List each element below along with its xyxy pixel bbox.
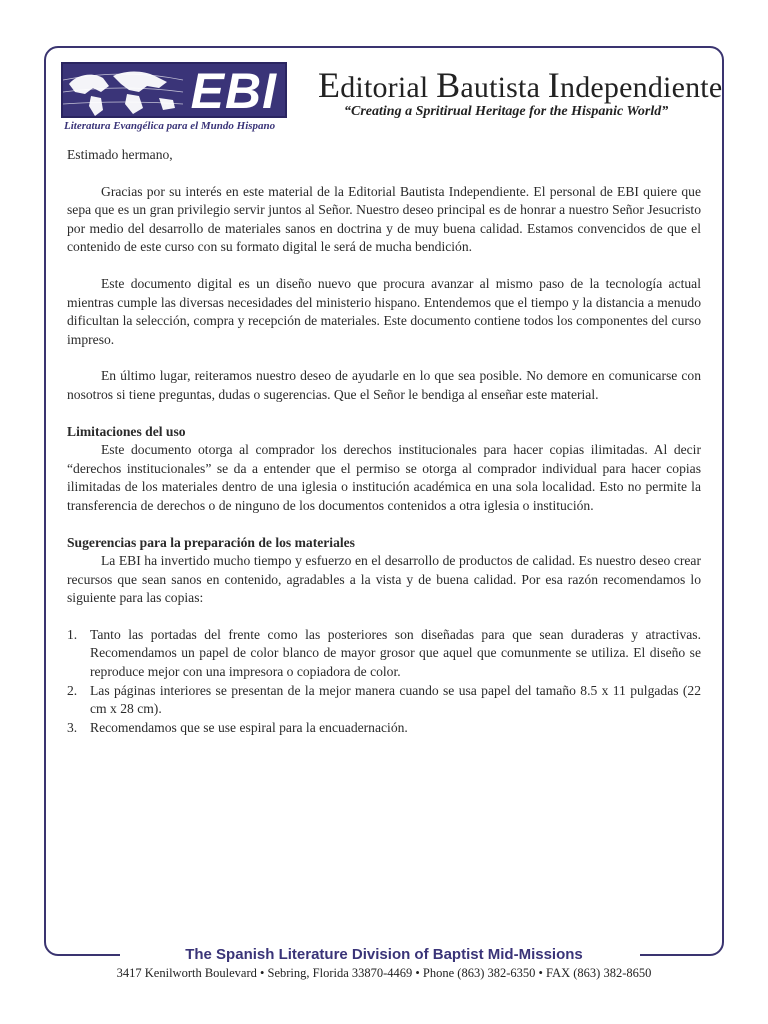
- list-item: [67, 626, 701, 682]
- suggestions-text: La EBI ha invertido mucho tiempo y esfuerzo en el desarrollo de productos de calidad. Es nuestro deseo crear recursos que sean sanos en contenido, agradables a la vista y de buena calidad. Por esa razón recomendamos lo siguiente para las copias:: [67, 553, 701, 606]
- paragraph-2: Este documento digital es un diseño nuevo que procura avanzar al mismo paso de la tecnología actual mientras cumple las diversas necesidades del ministerio hispano. Entendemos que el tiempo y la distancia a menudo dificultan la selección, compra y recepción de materiales. Este documento contiene todos los componentes del curso impreso.: [67, 275, 701, 347]
- org-initial-e: E: [318, 65, 341, 105]
- org-initial-i: I: [547, 65, 560, 105]
- list-item-text: Las páginas interiores se presentan de la mejor manera cuando se usa papel del tamaño 8.5 x 11 pulgadas (22 cm x 28 cm).: [90, 682, 701, 717]
- footer-address: 3417 Kenilworth Boulevard • Sebring, Florida 33870-4469 • Phone (863) 382-6350 • FAX (863) 382-8650: [116, 966, 652, 980]
- org-initial-b: B: [436, 65, 461, 105]
- list-number: 1.: [67, 626, 78, 642]
- logo-tagline: Literatura Evangélica para el Mundo Hispano: [64, 120, 276, 132]
- org-name-part-2: autista: [460, 71, 548, 104]
- list-item: [67, 719, 701, 738]
- list-number: 3.: [67, 719, 78, 735]
- paragraph-3: En último lugar, reiteramos nuestro deseo de ayudarle en lo que sea posible. No demore en comunicarse con nosotros si tiene preguntas, dudas o sugerencias. Que el Señor le bendiga al enseñar este material.: [67, 368, 701, 402]
- organization-motto: “Creating a Spritirual Heritage for the Hispanic World”: [344, 104, 669, 119]
- footer-title: The Spanish Literature Division of Baptist Mid-Missions: [185, 946, 583, 963]
- limitations-text: Este documento otorga al comprador los derechos institucionales para hacer copias ilimitadas. Al decir “derechos institucionales” se da a entender que el permiso se otorga al comprador individual para hacer copias ilimitadas de los materiales dentro de una iglesia o institución académica en una sola localidad. Esto no permite la transferencia de derechos o de ninguno de los documentos contenidos a otra iglesia o institución.: [67, 442, 701, 513]
- section-heading-limitations: Limitaciones del uso: [67, 423, 186, 439]
- list-item: [67, 682, 701, 719]
- list-item-text: Tanto las portadas del frente como las posteriores son diseñadas para que sean duraderas y atractivas. Recomendamos un papel de color blanco de mayor grosor que aquel que comunmente se utiliza. El diseño se reproduce mejor con una impresora o copiadora de color.: [90, 626, 701, 680]
- ebi-logo: [61, 62, 287, 118]
- org-name-part-1: ditorial: [340, 71, 437, 104]
- list-number: 2.: [67, 682, 78, 698]
- paragraph-1: Gracias por su interés en este material de la Editorial Bautista Independiente. El personal de EBI quiere que sepa que es un gran privilegio servir juntos al Señor. Nuestro deseo principal es de honrar a nuestro Señor Jesucristo por medio del desarrollo de materiales sanos en doctrina y de muy buena calidad. Estamos convencidos de que el contenido de este curso con su formato digital le será de mucha bendición.: [67, 183, 701, 255]
- recommendations-list: [67, 626, 701, 738]
- list-item-text: Recomendamos que se use espiral para la encuadernación.: [90, 719, 408, 735]
- organization-name: [318, 64, 722, 106]
- section-heading-suggestions: Sugerencias para la preparación de los materiales: [67, 534, 355, 550]
- letter-body: [67, 146, 701, 737]
- logo-text: EBI: [190, 63, 277, 118]
- org-name-part-3: ndependiente: [560, 71, 723, 104]
- greeting: Estimado hermano,: [67, 147, 173, 162]
